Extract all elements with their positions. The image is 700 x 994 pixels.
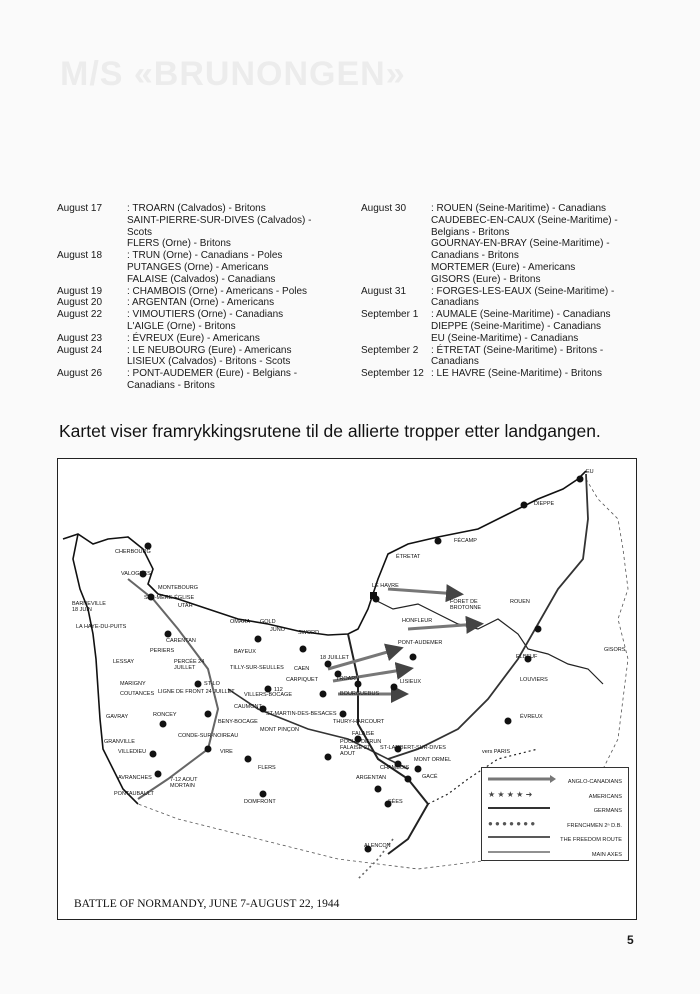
- town-label: 18 JUILLET: [320, 655, 350, 661]
- place-line: : LE HAVRE (Seine-Maritime) - Britons: [431, 368, 602, 380]
- town-label: LISIEUX: [400, 679, 422, 685]
- town-label: CHERBOURG: [115, 549, 151, 555]
- date-entry: [57, 250, 357, 285]
- entry-date: August 19: [57, 285, 103, 297]
- entry-date: August 23: [57, 332, 103, 344]
- place-line: GISORS (Eure) - Britons: [431, 273, 541, 285]
- town-label: OMAHA: [230, 619, 251, 625]
- place-line: FLERS (Orne) - Britons: [127, 238, 231, 250]
- town-label: 112: [274, 687, 283, 693]
- place-line: : AUMALE (Seine-Maritime) - Canadians: [431, 309, 611, 321]
- town-label: THURY-HARCOURT: [333, 719, 385, 725]
- entry-places: [127, 345, 357, 369]
- town-label: GAVRAY: [106, 714, 129, 720]
- town-label: ELBEUF: [516, 654, 538, 660]
- town-label: CARENTAN: [166, 638, 196, 644]
- town-label: ALENCON: [364, 843, 391, 849]
- town-label: TROARN: [336, 676, 360, 682]
- entry-places: [127, 203, 357, 250]
- entry-date: August 22: [57, 309, 103, 321]
- date-entry: [361, 345, 661, 369]
- town-label: JUNO: [270, 627, 285, 633]
- place-line: EU (Seine-Maritime) - Canadians: [431, 332, 579, 344]
- town-label: BENY-BOCAGE: [218, 719, 258, 725]
- place-line: Canadians: [431, 297, 479, 309]
- town-label: LE HAVRE: [372, 583, 399, 589]
- town-label: MONT ORMEL: [414, 757, 452, 763]
- map-legend: [481, 767, 629, 861]
- entry-places: [127, 297, 357, 309]
- town-label: VILLERS-BOCAGE: [244, 692, 292, 698]
- town-label: TILLY-SUR-SEULLES: [230, 665, 284, 671]
- town-label: VIRE: [220, 749, 233, 755]
- town-label: ROUEN: [510, 599, 530, 605]
- legend-label: FRENCHMEN 2ⁿ D.B.: [567, 822, 622, 829]
- bleed-through-subheading: [80, 95, 88, 127]
- town-label: EU: [586, 469, 594, 475]
- place-line: Canadians - Britons: [431, 250, 519, 262]
- legend-label: AMERICANS: [588, 793, 622, 800]
- entry-places: [431, 368, 661, 380]
- place-line: : LE NEUBOURG (Eure) - Americans: [127, 344, 292, 356]
- town-label: FALAISE: [352, 731, 375, 737]
- town-label: MONTEBOURG: [158, 585, 199, 591]
- town-label: CHAMBOIS: [380, 765, 410, 771]
- date-entry: [361, 368, 661, 380]
- place-line: Belgians - Britons: [431, 226, 510, 238]
- place-line: : TROARN (Calvados) - Britons: [127, 203, 266, 214]
- entry-date: August 20: [57, 297, 103, 309]
- town-label: CARPIQUET: [286, 677, 319, 683]
- town-label: RONCEY: [153, 712, 177, 718]
- entry-places: [127, 368, 357, 392]
- town-label: VILLEDIEU: [118, 749, 147, 755]
- town-label: BOURGUEBUS: [340, 691, 380, 697]
- legend-swatch: [488, 801, 558, 815]
- town-label: BAYEUX: [234, 649, 256, 655]
- date-entry: [57, 309, 357, 333]
- entry-places: [127, 286, 357, 298]
- entry-places: [127, 309, 357, 333]
- date-entry: [361, 203, 661, 286]
- place-line: LISIEUX (Calvados) - Britons - Scots: [127, 356, 291, 368]
- town-label: ÉTRETAT: [396, 554, 421, 560]
- town-label: vers PARIS: [482, 749, 511, 755]
- place-line: : CHAMBOIS (Orne) - Americans - Poles: [127, 285, 308, 297]
- town-label: POCHE DE FALAISE 21 AOUT: [340, 739, 370, 757]
- town-label: LESSAY: [113, 659, 134, 665]
- page-number: 5: [627, 933, 634, 947]
- place-line: GOURNAY-EN-BRAY (Seine-Maritime) -: [431, 238, 610, 250]
- town-label: SWORD: [298, 630, 320, 636]
- town-label: AVRANCHES: [118, 775, 152, 781]
- place-line: Canadians - Britons: [127, 379, 215, 391]
- place-line: L'AIGLE (Orne) - Britons: [127, 320, 236, 332]
- town-label: 7-12 AOUT MORTAIN: [170, 777, 198, 789]
- town-label: CAUMONT: [234, 704, 262, 710]
- date-entry: [361, 309, 661, 344]
- map-title: BATTLE OF NORMANDY, JUNE 7-AUGUST 22, 1944: [74, 898, 340, 910]
- place-line: : ROUEN (Seine-Maritime) - Canadians: [431, 203, 607, 214]
- date-entry: [57, 297, 357, 309]
- date-entry: [57, 203, 357, 250]
- town-label: CAEN: [294, 666, 310, 672]
- legend-item: [482, 845, 628, 859]
- town-label: ARGENTAN: [356, 775, 387, 781]
- place-line: : FORGES-LES-EAUX (Seine-Maritime) -: [431, 285, 615, 297]
- town-label: HONFLEUR: [402, 618, 433, 624]
- place-line: SAINT-PIERRE-SUR-DIVES (Calvados) -: [127, 214, 312, 226]
- town-label: ÉVREUX: [520, 714, 543, 720]
- town-label: LA HAYE-DU-PUITS: [76, 624, 127, 630]
- legend-item: [482, 801, 628, 815]
- town-label: ST-MARTIN-DES-BESACES: [266, 711, 337, 717]
- entry-places: [431, 345, 661, 369]
- entry-date: August 18: [57, 250, 103, 262]
- date-entry: [57, 333, 357, 345]
- date-entry: [361, 286, 661, 310]
- entry-date: September 2: [361, 344, 419, 356]
- town-label: VALOGNES: [121, 571, 151, 577]
- place-line: FALAISE (Calvados) - Canadians: [127, 273, 276, 285]
- town-label: DOMFRONT: [244, 799, 276, 805]
- entry-date: August 26: [57, 368, 103, 380]
- place-line: PUTANGES (Orne) - Americans: [127, 261, 269, 273]
- place-line: : PONT-AUDEMER (Eure) - Belgians -: [127, 368, 298, 380]
- place-line: CAUDEBEC-EN-CAUX (Seine-Maritime) -: [431, 214, 618, 226]
- town-label: STE-MÈRE-ÉGLISE: [144, 595, 195, 601]
- place-line: : ÉVREUX (Eure) - Americans: [127, 332, 260, 344]
- town-label: BARNEVILLE 18 JUIN: [72, 601, 106, 613]
- town-label: FLERS: [258, 765, 276, 771]
- town-label: CONDE-SUR-NOIREAU: [178, 733, 239, 739]
- place-line: MORTEMER (Eure) - Americans: [431, 261, 576, 273]
- town-label: SÉES: [388, 799, 403, 805]
- legend-swatch: [488, 772, 558, 786]
- legend-item: [482, 787, 628, 801]
- entry-date: August 30: [361, 203, 407, 214]
- town-label: FORET DE BROTONNE: [450, 599, 482, 611]
- town-label: DIEPPE: [534, 501, 555, 507]
- legend-label: THE FREEDOM ROUTE: [560, 837, 622, 843]
- entry-places: [431, 309, 661, 344]
- normandy-map: [57, 458, 637, 920]
- legend-swatch: [488, 787, 558, 801]
- place-line: : ARGENTAN (Orne) - Americans: [127, 297, 275, 309]
- entry-places: [431, 286, 661, 310]
- town-label: GISORS: [604, 647, 626, 653]
- entry-places: [127, 333, 357, 345]
- date-entry: [57, 368, 357, 392]
- map-caption: Kartet viser framrykkingsrutene til de allierte tropper etter landgangen.: [59, 421, 601, 441]
- town-label: TRUN: [366, 739, 382, 745]
- entry-date: September 12: [361, 368, 424, 380]
- liberation-dates-right: [361, 203, 661, 380]
- town-label: UTAH: [178, 603, 193, 609]
- legend-swatch: [488, 845, 558, 859]
- town-label: MARIGNY: [120, 681, 146, 687]
- entry-date: August 31: [361, 285, 407, 297]
- town-label: PONTAUBAULT: [114, 791, 154, 797]
- place-line: Scots: [127, 226, 153, 238]
- town-label: PERIERS: [150, 648, 175, 654]
- entry-date: September 1: [361, 309, 419, 321]
- legend-item: [482, 830, 628, 844]
- town-label: LOUVIERS: [520, 677, 548, 683]
- legend-label: ANGLO-CANADIANS: [567, 779, 622, 785]
- town-label: MONT PINÇON: [260, 727, 300, 733]
- svg-text:● ● ● ● ● ● ●: ● ● ● ● ● ● ●: [488, 818, 536, 828]
- legend-label: MAIN AXES: [591, 851, 622, 858]
- town-label: ST-LO: [204, 681, 220, 687]
- town-label: COUTANCES: [120, 691, 155, 697]
- place-line: : VIMOUTIERS (Orne) - Canadians: [127, 309, 284, 321]
- place-line: DIEPPE (Seine-Maritime) - Canadians: [431, 320, 602, 332]
- entry-date: August 24: [57, 344, 103, 356]
- place-line: : ÉTRETAT (Seine-Maritime) - Britons -: [431, 344, 604, 356]
- liberation-dates-left: [57, 203, 357, 392]
- town-label: GOLD: [260, 619, 276, 625]
- town-label: PONT-AUDEMER: [398, 640, 443, 646]
- legend-item: [482, 816, 628, 830]
- date-entry: [57, 345, 357, 369]
- entry-date: August 17: [57, 203, 103, 214]
- town-label: GRANVILLE: [104, 739, 135, 745]
- bleed-through-heading: M/S «BRUNONGEN»: [60, 55, 406, 93]
- town-label: GACÉ: [422, 774, 438, 780]
- legend-swatch: [488, 830, 558, 844]
- svg-text:★ ★ ★ ★ ➜: ★ ★ ★ ★ ➜: [488, 789, 533, 799]
- legend-item: [482, 772, 628, 786]
- entry-places: [431, 203, 661, 286]
- town-label: ST-LAMBERT-SUR-DIVES: [380, 745, 446, 751]
- place-line: Canadians: [431, 356, 479, 368]
- date-entry: [57, 286, 357, 298]
- place-line: : TRUN (Orne) - Canadians - Poles: [127, 250, 283, 262]
- town-label: PERCÉE 24 JUILLET: [174, 659, 205, 671]
- entry-places: [127, 250, 357, 285]
- legend-swatch: [488, 816, 558, 830]
- town-label: LIGNE DE FRONT 24 JUILLET: [158, 689, 235, 695]
- town-label: FÉCAMP: [454, 538, 477, 544]
- legend-label: GERMANS: [593, 808, 622, 814]
